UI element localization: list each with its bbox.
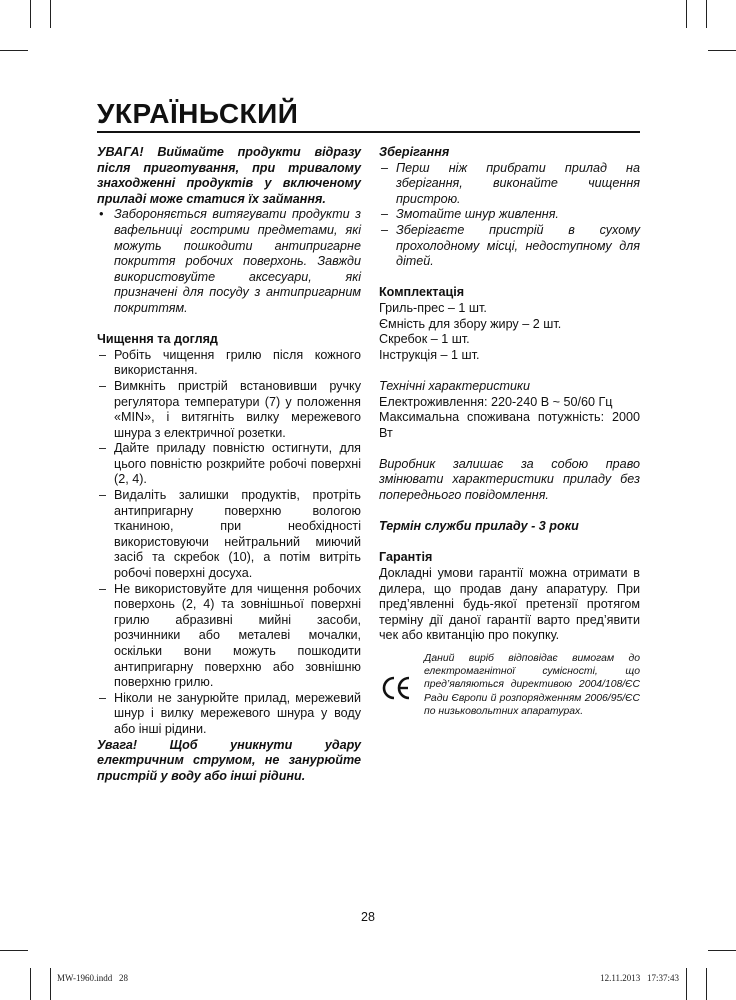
manufacturer-note: Виробник залишає за собою право змінювати характеристики приладу без попереднього повідомлення. [379, 456, 640, 503]
package-line: Гриль-прес – 1 шт. [379, 300, 487, 315]
list-item: – Робіть чищення грилю після кожного використання. [99, 347, 361, 378]
storage-heading: Зберігання [379, 145, 450, 159]
right-column [379, 145, 640, 728]
bullet-marker: • [99, 207, 104, 222]
crop-mark [30, 968, 31, 1000]
list-item-text: Змотайте шнур живлення. [396, 207, 559, 222]
list-item [97, 207, 361, 316]
crop-mark [0, 50, 28, 51]
date-slug: 12.11.2013 17:37:43 [600, 973, 679, 983]
list-item: – Вимкніть пристрій встановивши ручку регулятора температури (7) у положення «MIN», і витягніть вилку мережевого шнура з електричної розетки. [99, 378, 361, 440]
warning-intro: УВАГА! Виймайте продукти відразу після приготування, при тривалому знаходженні продуктів у включеному приладі може статися їх займання. [97, 145, 361, 206]
cleaning-warning: Увага! Щоб уникнути удару електричним струмом, не занурюйте пристрій у воду або інші рідини. [97, 737, 361, 783]
specs-max-power: Максимальна споживана потужність: 2000 Вт [379, 410, 640, 440]
list-item-text: Робіть чищення грилю після кожного використання. [114, 347, 361, 378]
file-slug: MW-1960.indd 28 [57, 973, 128, 983]
crop-mark [686, 0, 687, 28]
crop-mark [50, 0, 51, 28]
list-item: – Видаліть залишки продуктів, протріть антипригарну поверхню вологою тканиною, при необхідності використовуючи нейтральний миючий засіб та скребок (10), а потім витріть робочі поверхні досуха. [99, 488, 361, 581]
ce-block [379, 652, 640, 728]
list-item-text: Видаліть залишки продуктів, протріть антипригарну поверхню вологою тканиною, при необхідності використовуючи нейтральний миючий засіб та скребок (10), а потім витріть робочі поверхні досуха. [114, 488, 361, 581]
list-item: – Дайте приладу повністю остигнути, для цього повністю розкрийте робочі поверхні (2, 4). [99, 441, 361, 487]
left-column [97, 145, 361, 784]
bullet-list [97, 207, 361, 316]
page-number: 28 [361, 910, 375, 924]
package-line: Скребок – 1 шт. [379, 332, 470, 347]
crop-mark [708, 50, 736, 51]
ce-compliance-text: Даний виріб відповідає вимогам до електромагнітної сумісності, що пред’являються директивою 2004/108/ЄС Ради Європи й розпорядженням 2006/95/ЄС по низьковольтних апаратурах. [424, 653, 640, 717]
package-line: Інструкція – 1 шт. [379, 347, 480, 362]
list-item-text: Дайте приладу повністю остигнути, для цього повністю розкрийте робочі поверхні (2, 4). [114, 441, 361, 487]
crop-mark [0, 950, 28, 951]
package-heading: Комплектація [379, 285, 465, 300]
list-item-text: Забороняється витягувати продукти з вафельниці гострими предметами, які можуть пошкодити антипригарне покриття робочих поверхонь. Завжди використовуйте аксесуари, які призначені для посуду з антипригарним покриттям. [114, 207, 361, 315]
list-item: – Не використовуйте для чищення робочих поверхонь (2, 4) та зовнішньої поверхні грилю абразивні мийні засоби, розчинники або металеві мочалки, оскільки вони можуть пошкодити антипригарну поверхню або зовнішню поверхню грилю. [99, 581, 361, 690]
crop-mark [30, 0, 31, 28]
crop-mark [50, 968, 51, 1000]
package-line: Ємність для збору жиру – 2 шт. [379, 316, 562, 331]
list-item: – Перш ніж прибрати прилад на зберігання, виконайте чищення пристрою. [381, 160, 640, 206]
warranty-heading: Гарантія [379, 550, 433, 565]
crop-mark [686, 968, 687, 1000]
crop-mark [706, 0, 707, 28]
list-item-text: Не використовуйте для чищення робочих поверхонь (2, 4) та зовнішньої поверхні грилю абразивні мийні засоби, розчинники або металеві мочалки, оскільки вони можуть пошкодити антипригарну поверхню або зовнішню поверхню грилю. [114, 581, 361, 690]
list-item-text: Зберігаєте пристрій в сухому прохолодному місці, недоступному для дітей. [396, 222, 640, 269]
list-item: – Зберігаєте пристрій в сухому прохолодному місці, недоступному для дітей. [381, 222, 640, 269]
list-item: – Змотайте шнур живлення. [381, 207, 559, 222]
list-item-text: Ніколи не занурюйте прилад, мережевий шнур і вилку мережевого шнура у воду або інші рідини. [114, 690, 361, 736]
cleaning-heading: Чищення та догляд [97, 332, 218, 347]
specs-power-supply: Електроживлення: 220-240 В ~ 50/60 Гц [379, 394, 613, 409]
list-item-text: Вимкніть пристрій встановивши ручку регулятора температури (7) у положення «MIN», і витягніть вилку мережевого шнура з електричної розетки. [114, 378, 361, 440]
ce-mark-icon [381, 674, 411, 702]
crop-mark [706, 968, 707, 1000]
storage-list [379, 161, 640, 270]
page-title: УКРАЇНЬСКИЙ [97, 98, 299, 129]
cleaning-list [97, 348, 361, 738]
title-rule [97, 131, 640, 133]
crop-mark [708, 950, 736, 951]
list-item: – Ніколи не занурюйте прилад, мережевий шнур і вилку мережевого шнура у воду або інші рідини. [99, 690, 361, 736]
list-item-text: Перш ніж прибрати прилад на зберігання, виконайте чищення пристрою. [396, 160, 640, 206]
specs-heading: Технічні характеристики [379, 378, 530, 393]
warranty-text: Докладні умови гарантії можна отримати в дилера, що продав дану апаратуру. При пред’явленні будь-якої претензії протягом терміну дії даної гарантії варто пред’явити чек або квитанцію про покупку. [379, 566, 640, 643]
service-life: Термін служби приладу - 3 роки [379, 519, 579, 534]
